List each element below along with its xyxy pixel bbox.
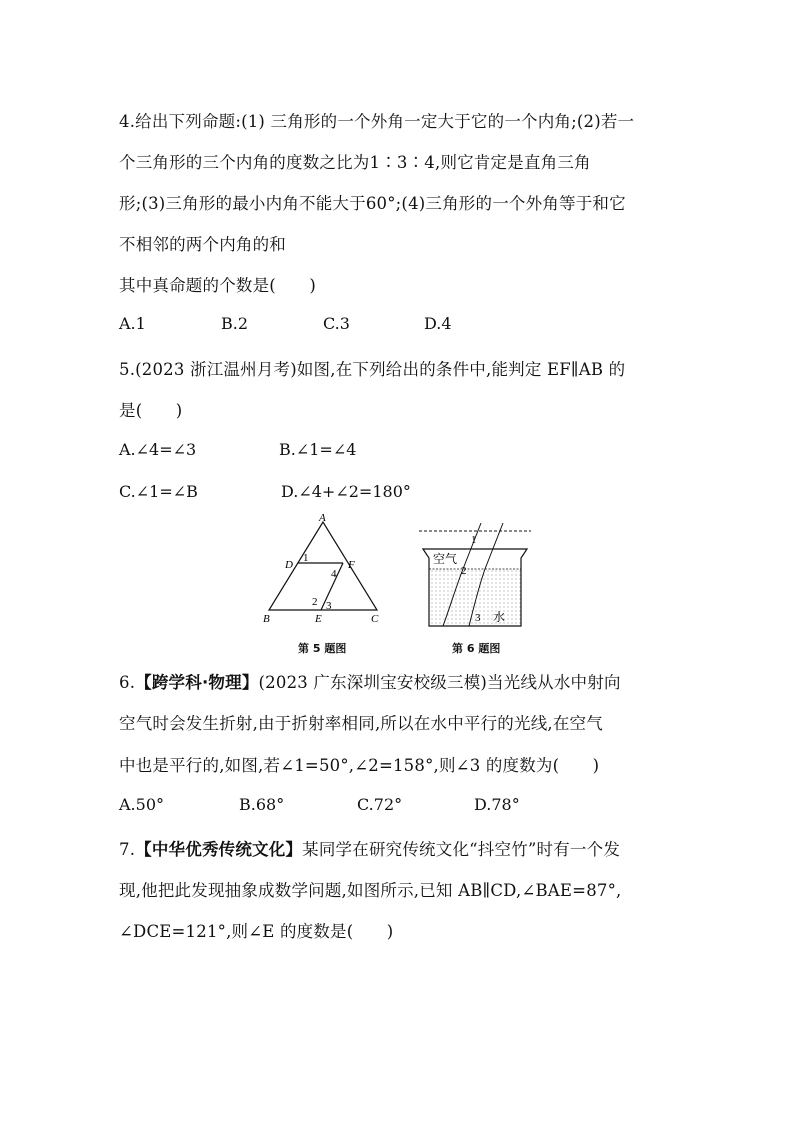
angle-1-label: 1 bbox=[303, 552, 309, 564]
q4-line-1: 4.给出下列命题:(1) 三角形的一个外角一定大于它的一个内角;(2)若一 bbox=[119, 112, 635, 131]
figure-6-refraction bbox=[415, 522, 535, 632]
q4-line-5: 其中真命题的个数是( ) bbox=[119, 276, 316, 295]
label-e: E bbox=[315, 613, 322, 625]
label-f: F bbox=[348, 559, 355, 571]
q6-option-b: B.68° bbox=[239, 795, 285, 814]
q5-option-b: B.∠1=∠4 bbox=[279, 440, 357, 459]
q6-tag: 【跨学科·物理】 bbox=[135, 673, 259, 692]
q4-option-d: D.4 bbox=[424, 314, 452, 333]
label-air: 空气 bbox=[433, 552, 458, 566]
figure-5-triangle bbox=[255, 510, 395, 630]
q5-option-d: D.∠4+∠2=180° bbox=[281, 482, 411, 501]
q5-option-a: A.∠4=∠3 bbox=[119, 440, 197, 459]
q7-line-2: 现,他把此发现抽象成数学问题,如图所示,已知 AB∥CD,∠BAE=87°, bbox=[119, 881, 622, 900]
q6-line-1: 6.【跨学科·物理】(2023 广东深圳宝安校级三模)当光线从水中射向 bbox=[119, 673, 621, 692]
angle-3-label: 3 bbox=[326, 600, 332, 612]
angle-1-label: 1 bbox=[471, 534, 477, 546]
q7-number: 7. bbox=[119, 840, 136, 859]
q4-line-4: 不相邻的两个内角的和 bbox=[119, 235, 286, 254]
q6-option-c: C.72° bbox=[357, 795, 403, 814]
figure-5-caption: 第 5 题图 bbox=[298, 642, 347, 655]
q5-option-c: C.∠1=∠B bbox=[119, 482, 198, 501]
q6-line-2: 空气时会发生折射,由于折射率相同,所以在水中平行的光线,在空气 bbox=[119, 714, 603, 733]
label-water: 水 bbox=[493, 610, 506, 624]
label-c: C bbox=[371, 613, 379, 625]
q4-line-2: 个三角形的三个内角的度数之比为1∶3∶4,则它肯定是直角三角 bbox=[119, 153, 591, 172]
label-a: A bbox=[319, 512, 326, 524]
q4-option-c: C.3 bbox=[323, 314, 350, 333]
q5-line-2: 是( ) bbox=[119, 401, 183, 420]
q7-tag: 【中华优秀传统文化】 bbox=[135, 840, 303, 859]
q7-line-1 bbox=[119, 836, 620, 860]
q6-line-3: 中也是平行的,如图,若∠1=50°,∠2=158°,则∠3 的度数为( ) bbox=[119, 756, 600, 775]
label-b: B bbox=[263, 613, 270, 625]
q7-line-3: ∠DCE=121°,则∠E 的度数是( ) bbox=[119, 922, 394, 941]
q7-line-1-text: 某同学在研究传统文化“抖空竹”时有一个发 bbox=[302, 840, 621, 859]
q4-line-3: 形;(3)三角形的最小内角不能大于60°;(4)三角形的一个外角等于和它 bbox=[119, 194, 626, 213]
angle-4-label: 4 bbox=[331, 568, 337, 580]
q4-option-b: B.2 bbox=[221, 314, 249, 333]
q4-option-a: A.1 bbox=[119, 314, 146, 333]
angle-2-label: 2 bbox=[461, 565, 467, 577]
angle-2-label: 2 bbox=[312, 596, 318, 608]
q6-option-a: A.50° bbox=[119, 795, 164, 814]
angle-3-label: 3 bbox=[475, 612, 481, 624]
figure-6-caption: 第 6 题图 bbox=[452, 642, 501, 655]
label-d: D bbox=[285, 559, 293, 571]
q5-line-1: 5.(2023 浙江温州月考)如图,在下列给出的条件中,能判定 EF∥AB 的 bbox=[119, 360, 626, 379]
q6-line-1-text: (2023 广东深圳宝安校级三模)当光线从水中射向 bbox=[258, 673, 621, 692]
q6-option-d: D.78° bbox=[474, 795, 520, 814]
